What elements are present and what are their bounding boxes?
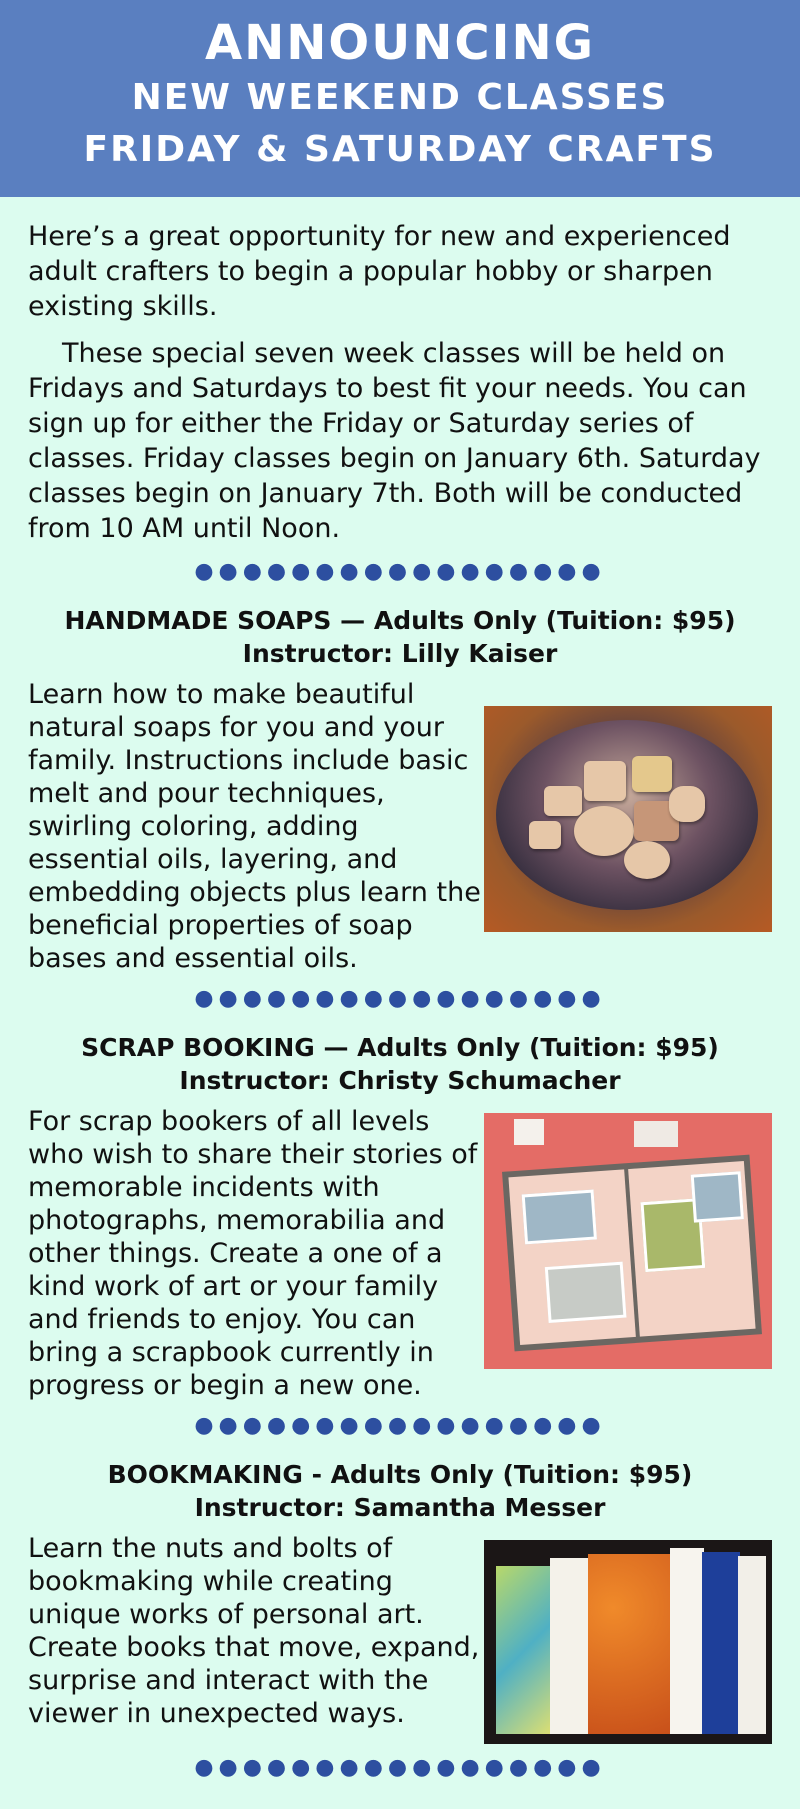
header-subtitle-2: FRIDAY & SATURDAY CRAFTS <box>83 129 717 170</box>
intro-paragraph-2: These special seven week classes will be held on Fridays and Saturdays to best fit your needs. You can sign up for either the Friday or Saturday series of classes. Friday classes begin on January 6th. Saturday classes begin on January 7th. Both will be conducted from 10 AM until Noon. <box>28 338 761 544</box>
class-instructor: Instructor: Christy Schumacher <box>179 1066 621 1095</box>
soaps-photo <box>484 706 772 932</box>
class-description: Learn how to make beautiful natural soaps for you and your family. Instructions include basic melt and pour techniques, swirling coloring, adding essential oils, layering, and embedding objects plus learn the beneficial properties of soap bases and essential oils. <box>28 679 481 974</box>
intro-section <box>28 219 772 546</box>
class-title: BOOKMAKING - Adults Only (Tuition: $95) <box>107 1460 693 1489</box>
bookmaking-photo <box>484 1540 772 1744</box>
class-bookmaking <box>28 1458 772 1744</box>
class-instructor: Instructor: Samantha Messer <box>194 1493 606 1522</box>
class-title: HANDMADE SOAPS — Adults Only (Tuition: $95) <box>64 606 736 635</box>
class-instructor: Instructor: Lilly Kaiser <box>242 639 558 668</box>
header-subtitle: NEW WEEKEND CLASSES <box>131 77 669 118</box>
dotted-divider: ●●●●●●●●●●●●●●●●● <box>194 559 606 584</box>
class-scrap-booking <box>28 1031 772 1402</box>
class-description: For scrap bookers of all levels who wish to share their stories of memorable incidents with photographs, memorabilia and other things. Create a one of a kind work of art or your family and friends to enjoy. You can bring a scrapbook currently in progress or begin a new one. <box>28 1106 478 1401</box>
scrapbook-photo <box>484 1113 772 1369</box>
page-content <box>0 197 800 1782</box>
dotted-divider: ●●●●●●●●●●●●●●●●● <box>194 1413 606 1438</box>
announcement-header <box>0 0 800 197</box>
class-description: Learn the nuts and bolts of bookmaking while creating unique works of personal art. Create books that move, expand, surprise and interact with the viewer in unexpected ways. <box>28 1533 480 1729</box>
dotted-divider: ●●●●●●●●●●●●●●●●● <box>194 1755 606 1780</box>
intro-paragraph-1: Here’s a great opportunity for new and experienced adult crafters to begin a popular hobby or sharpen existing skills. <box>28 221 731 322</box>
class-handmade-soaps <box>28 604 772 975</box>
class-title: SCRAP BOOKING — Adults Only (Tuition: $95) <box>81 1033 719 1062</box>
dotted-divider: ●●●●●●●●●●●●●●●●● <box>194 986 606 1011</box>
header-title: ANNOUNCING <box>204 15 596 71</box>
